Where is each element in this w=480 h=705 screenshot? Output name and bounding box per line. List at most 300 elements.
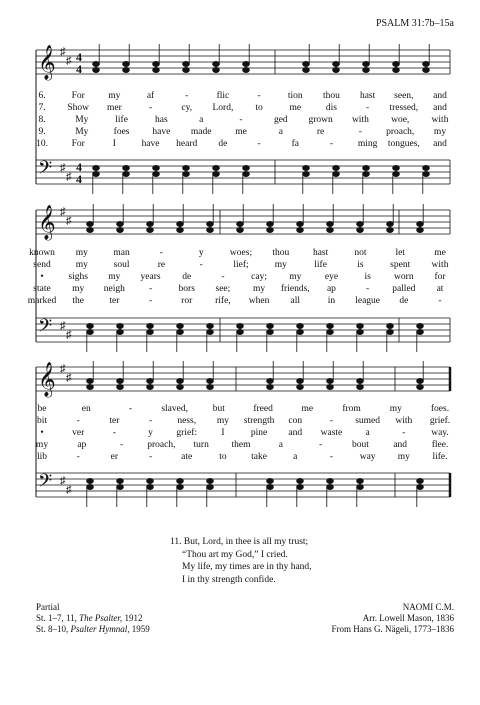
note-head [357, 484, 364, 489]
lyric-syllable: soul [113, 260, 130, 270]
composer: From Hans G. Nägeli, 1773–1836 [331, 624, 454, 634]
lyric-syllable: my [75, 248, 88, 258]
sharp-icon: ♯ [66, 55, 72, 67]
note-head [387, 227, 394, 232]
sharp-icon: ♯ [60, 475, 66, 487]
lyric-syllable: - [76, 452, 80, 462]
lyric-syllable: to [255, 103, 263, 113]
note-head [303, 67, 310, 72]
lyric-syllable: a [365, 428, 370, 438]
lyric-syllable: my [433, 127, 447, 137]
note-head [393, 61, 400, 66]
lyric-syllable: seen, [394, 91, 414, 101]
note-head [207, 323, 214, 328]
lyric-syllable: woes; [229, 248, 253, 258]
lyric-syllable: ness, [177, 416, 197, 426]
lyric-syllable: re [157, 260, 166, 270]
note-head [177, 221, 184, 226]
note-head [327, 378, 334, 383]
note-head [87, 384, 94, 389]
note-head [417, 484, 424, 489]
note-head [417, 378, 424, 383]
lyric-syllable: re [316, 127, 325, 137]
note-head [297, 323, 304, 328]
time-sig-bottom: 4 [76, 62, 82, 76]
lyric-syllable: ter [109, 416, 120, 426]
note-head [237, 329, 244, 334]
lyric-syllable: life [115, 115, 128, 125]
lyric-syllable: - [366, 103, 370, 113]
lyric-syllable: foes. [430, 404, 450, 414]
lyric-syllable: see; [215, 284, 231, 294]
lyric-syllable: not [354, 248, 367, 258]
lyric-syllable: me [301, 404, 314, 414]
lyric-syllable: 7. [38, 103, 46, 113]
lyric-syllable: rife, [215, 296, 231, 306]
note-head [327, 384, 334, 389]
note-head [327, 478, 334, 483]
note-head [267, 384, 274, 389]
tune-credits [332, 602, 455, 635]
note-head [363, 67, 370, 72]
note-head [327, 484, 334, 489]
note-head [333, 61, 340, 66]
lyric-syllable: way [359, 452, 376, 462]
note-head [303, 165, 310, 170]
lyric-syllable: - [159, 248, 163, 258]
lyric-syllable: have [152, 127, 171, 137]
lyric-syllable: cy, [181, 103, 193, 113]
tune-name: NAOMI C.M. [402, 602, 454, 612]
lyric-syllable: - [257, 91, 261, 101]
lyric-syllable: af [146, 91, 155, 101]
lyric-syllable: years [140, 272, 161, 282]
lyric-syllable: league [355, 296, 381, 306]
lyric-syllable: ged [273, 115, 288, 125]
lyric-syllable: made [190, 127, 212, 137]
lyric-syllable: sumed [355, 416, 381, 426]
lyric-syllable: bors [178, 284, 195, 294]
note-head [333, 67, 340, 72]
lyric-syllable: freed [253, 404, 273, 414]
lyric-syllable: lief; [233, 260, 249, 270]
lyric-syllable: woe, [391, 115, 410, 125]
lyric-syllable: be [37, 404, 47, 414]
note-head [117, 221, 124, 226]
time-sig-top: 4 [76, 160, 82, 174]
note-head [357, 221, 364, 226]
lyric-syllable: and [433, 91, 447, 101]
lyric-syllable: with [431, 260, 449, 270]
lyric-syllable: my [108, 91, 121, 101]
note-head [147, 384, 154, 389]
lyric-syllable: - [148, 103, 153, 113]
lyric-syllable: thou [323, 91, 340, 101]
lyric-syllable: from [342, 404, 361, 414]
note-head [243, 165, 250, 170]
lyric-syllable: spent [390, 260, 411, 270]
lyric-syllable: - [76, 416, 80, 426]
note-head [327, 329, 334, 334]
lyric-syllable: proach, [147, 440, 176, 450]
lyric-syllable: neigh [103, 284, 125, 294]
lyric-syllable: me [434, 248, 446, 258]
note-head [183, 165, 190, 170]
lyric-syllable: - [366, 284, 370, 294]
note-head [297, 478, 304, 483]
note-head [237, 323, 244, 328]
note-head [297, 329, 304, 334]
lyric-syllable: • [40, 272, 44, 282]
lyric-syllable: a [278, 440, 283, 450]
lyric-syllable: them [231, 440, 251, 450]
lyric-syllable: my [389, 404, 402, 414]
lyric-syllable: grief: [176, 428, 198, 438]
lyric-syllable: palled [392, 284, 416, 294]
sharp-icon: ♯ [66, 215, 72, 227]
note-head [243, 67, 250, 72]
note-head [207, 478, 214, 483]
note-head [393, 165, 400, 170]
bass-clef-icon: 𝄢 [38, 316, 53, 341]
note-head [93, 61, 100, 66]
lyric-syllable: - [319, 440, 323, 450]
note-head [207, 221, 214, 226]
note-head [123, 67, 130, 72]
lyric-syllable: all [290, 296, 301, 306]
lyric-syllable: tressed, [389, 103, 419, 113]
lyric-syllable: for [434, 272, 446, 282]
note-head [183, 61, 190, 66]
note-head [87, 378, 94, 383]
note-head [183, 171, 190, 176]
treble-clef-icon: 𝄞 [38, 362, 56, 397]
note-head [417, 221, 424, 226]
note-head [153, 165, 160, 170]
lyric-syllable: me [289, 103, 302, 113]
note-head [117, 484, 124, 489]
credit-psalter: St. 1–7, 11, The Psalter, 1912 [36, 613, 143, 623]
note-head [423, 165, 430, 170]
lyric-syllable: y [148, 428, 153, 438]
note-head [267, 221, 274, 226]
lyric-syllable: slaved, [161, 404, 188, 414]
note-head [417, 323, 424, 328]
lyric-syllable: way. [431, 428, 449, 438]
note-head [147, 478, 154, 483]
lyric-syllable: when [248, 296, 270, 306]
note-head [297, 384, 304, 389]
note-head [267, 323, 274, 328]
note-head [213, 61, 220, 66]
lyric-syllable: is [364, 272, 371, 282]
note-head [267, 378, 274, 383]
note-head [357, 329, 364, 334]
lyric-syllable: tongues, [387, 139, 420, 149]
sharp-icon: ♯ [60, 320, 66, 332]
lyric-syllable: dis [325, 103, 337, 113]
lyric-syllable: 9. [38, 127, 46, 137]
note-head [207, 227, 214, 232]
sharp-icon: ♯ [66, 329, 72, 341]
note-head [363, 61, 370, 66]
note-head [117, 227, 124, 232]
lyric-syllable: life [314, 260, 327, 270]
lyric-syllable: lib [36, 452, 48, 462]
note-head [117, 478, 124, 483]
note-head [153, 171, 160, 176]
lyric-syllable: - [402, 428, 406, 438]
note-head [87, 329, 94, 334]
treble-clef-icon: 𝄞 [38, 205, 56, 240]
sharp-icon: ♯ [66, 372, 72, 384]
note-head [357, 323, 364, 328]
lyric-syllable: de [399, 296, 409, 306]
note-head [117, 323, 124, 328]
lyric-syllable: er [110, 452, 119, 462]
lyric-syllable: a [278, 127, 283, 137]
lyric-syllable: heard [176, 139, 198, 149]
note-head [207, 329, 214, 334]
lyric-syllable: - [329, 139, 334, 149]
lyric-syllable: fa [291, 139, 299, 149]
note-head [423, 67, 430, 72]
lyric-syllable: have [141, 139, 160, 149]
lyric-syllable: • [40, 428, 44, 438]
note-head [207, 384, 214, 389]
lyric-syllable: and [393, 440, 408, 450]
lyric-syllable: my [108, 272, 121, 282]
note-head [177, 484, 184, 489]
bass-clef-icon: 𝄢 [38, 471, 53, 496]
lyric-syllable: ter [109, 296, 120, 306]
note-head [177, 323, 184, 328]
lyric-syllable: me [235, 127, 247, 137]
lyric-syllable: - [120, 440, 124, 450]
note-head [297, 227, 304, 232]
lyric-syllable: with [351, 115, 369, 125]
note-head [213, 171, 220, 176]
lyric-syllable: Show [67, 103, 89, 113]
stanza-11-line-4: I in thy strength confide. [182, 574, 276, 585]
lyric-syllable: ming [357, 139, 378, 149]
lyric-syllable: 6. [38, 91, 46, 101]
note-head [183, 67, 190, 72]
sharp-icon: ♯ [60, 363, 66, 375]
lyric-syllable: I [112, 139, 116, 149]
note-head [387, 221, 394, 226]
lyric-syllable: has [155, 115, 168, 125]
lyric-syllable: my [253, 284, 266, 294]
lyric-syllable: and [433, 103, 447, 113]
lyric-syllable: My [75, 127, 89, 137]
lyric-syllable: My [75, 115, 89, 125]
note-head [237, 227, 244, 232]
note-head [327, 323, 334, 328]
lyric-syllable: let [395, 248, 405, 258]
time-sig-top: 4 [76, 50, 82, 64]
lyric-syllable: pine [250, 428, 268, 438]
treble-clef-icon: 𝄞 [38, 45, 56, 80]
note-head [147, 323, 154, 328]
note-head [357, 384, 364, 389]
lyric-syllable: y [198, 248, 204, 258]
lyric-syllable: - [148, 284, 153, 294]
lyric-syllable: - [329, 416, 334, 426]
lyric-syllable: but [212, 404, 225, 414]
lyric-syllable: marked [27, 296, 57, 306]
note-head [177, 378, 184, 383]
lyric-syllable: 10. [36, 139, 48, 149]
note-head [93, 67, 100, 72]
note-head [207, 378, 214, 383]
lyric-syllable: ror [181, 296, 193, 306]
lyric-syllable: - [239, 115, 243, 125]
note-head [387, 329, 394, 334]
lyric-syllable: with [431, 115, 449, 125]
lyric-syllable: ap [77, 440, 87, 450]
sharp-icon: ♯ [66, 484, 72, 496]
note-head [147, 484, 154, 489]
note-head [357, 478, 364, 483]
note-head [297, 484, 304, 489]
note-head [93, 165, 100, 170]
lyric-syllable: en [81, 404, 91, 414]
lyric-syllable: grief. [429, 416, 451, 426]
note-head [297, 378, 304, 383]
note-head [147, 221, 154, 226]
credit-psalter-hymnal: St. 8–10, Psalter Hymnal, 1959 [36, 624, 150, 634]
stanza-11-line-3: My life, my times are in thy hand, [182, 562, 312, 572]
arranger: Arr. Lowell Mason, 1836 [362, 613, 454, 623]
note-head [177, 227, 184, 232]
note-head [417, 227, 424, 232]
lyric-syllable: - [148, 296, 153, 306]
lyric-syllable: bit [36, 416, 48, 426]
lyric-syllable: waste [320, 428, 343, 438]
lyric-syllable: life. [432, 452, 448, 462]
sharp-icon: ♯ [66, 171, 72, 183]
note-head [177, 384, 184, 389]
note-head [237, 221, 244, 226]
note-head [297, 221, 304, 226]
sharp-icon: ♯ [60, 46, 66, 58]
note-head [423, 61, 430, 66]
note-head [363, 171, 370, 176]
lyric-syllable: - [185, 91, 189, 101]
lyric-syllable: de [218, 139, 228, 149]
lyric-syllable: state [33, 284, 51, 294]
note-head [177, 478, 184, 483]
stanza-11 [170, 536, 312, 586]
note-head [87, 478, 94, 483]
lyric-syllable: - [438, 296, 442, 306]
lyric-syllable: thou [272, 248, 290, 258]
lyric-syllable: with [395, 416, 413, 426]
lyric-syllable: bout [351, 440, 369, 450]
note-head [117, 329, 124, 334]
note-head [327, 227, 334, 232]
note-head [393, 67, 400, 72]
lyric-syllable: cay; [251, 272, 267, 282]
lyric-syllable: the [72, 296, 84, 306]
lyric-syllable: grown [308, 115, 333, 125]
lyric-syllable: flee. [431, 440, 449, 450]
lyric-syllable: is [357, 260, 364, 270]
lyric-syllable: ate [181, 452, 193, 462]
note-head [207, 484, 214, 489]
lyric-syllable: proach, [386, 127, 415, 137]
note-head [387, 323, 394, 328]
lyric-syllable: send [33, 260, 51, 270]
lyric-syllable: to [219, 452, 227, 462]
note-head [357, 227, 364, 232]
note-head [417, 384, 424, 389]
lyric-syllable: For [71, 91, 85, 101]
lyric-syllable: my [75, 260, 88, 270]
lyric-syllable: strength [243, 416, 275, 426]
lyric-syllable: - [221, 272, 225, 282]
lyric-syllable: turn [193, 440, 209, 450]
lyric-syllable: 8. [38, 115, 46, 125]
stanza-11-line-2: “Thou art my God,” I cried. [182, 549, 288, 560]
note-head [177, 329, 184, 334]
psalm-reference: PSALM 31:7b–15a [375, 18, 454, 29]
note-head [117, 378, 124, 383]
lyric-syllable: - [257, 139, 261, 149]
sharp-icon: ♯ [60, 162, 66, 174]
credit-partial: Partial [36, 602, 60, 612]
lyric-syllable: flic [216, 91, 230, 101]
note-head [123, 61, 130, 66]
note-head [243, 61, 250, 66]
note-head [267, 478, 274, 483]
lyric-syllable: foes [113, 127, 130, 137]
time-sig-bottom: 4 [76, 172, 82, 186]
lyric-syllable: take [251, 452, 267, 462]
lyric-syllable: known [29, 248, 55, 258]
lyric-syllable: my [397, 452, 410, 462]
lyric-syllable: at [436, 284, 444, 294]
lyric-syllable: For [71, 139, 85, 149]
note-head [213, 67, 220, 72]
stanza-11-line-1: 11. But, Lord, in thee is all my trust; [170, 537, 309, 547]
sharp-icon: ♯ [60, 206, 66, 218]
note-head [87, 484, 94, 489]
note-head [87, 323, 94, 328]
lyric-syllable: - [128, 404, 133, 414]
note-head [393, 171, 400, 176]
lyric-syllable: a [293, 452, 298, 462]
note-head [147, 378, 154, 383]
lyric-syllable: - [358, 127, 362, 137]
lyric-syllable: hast [359, 91, 376, 101]
note-head [123, 165, 130, 170]
note-head [327, 221, 334, 226]
lyric-syllable: and [433, 139, 447, 149]
lyric-syllable: - [112, 428, 116, 438]
lyric-syllable: my [35, 440, 49, 450]
note-head [87, 221, 94, 226]
lyric-syllable: worn [394, 272, 414, 282]
note-head [267, 329, 274, 334]
lyric-syllable: Lord, [212, 103, 234, 113]
note-head [303, 171, 310, 176]
lyric-syllable: hast [312, 248, 329, 258]
note-head [117, 384, 124, 389]
lyric-syllable: - [199, 260, 203, 270]
lyric-syllable: a [199, 115, 204, 125]
